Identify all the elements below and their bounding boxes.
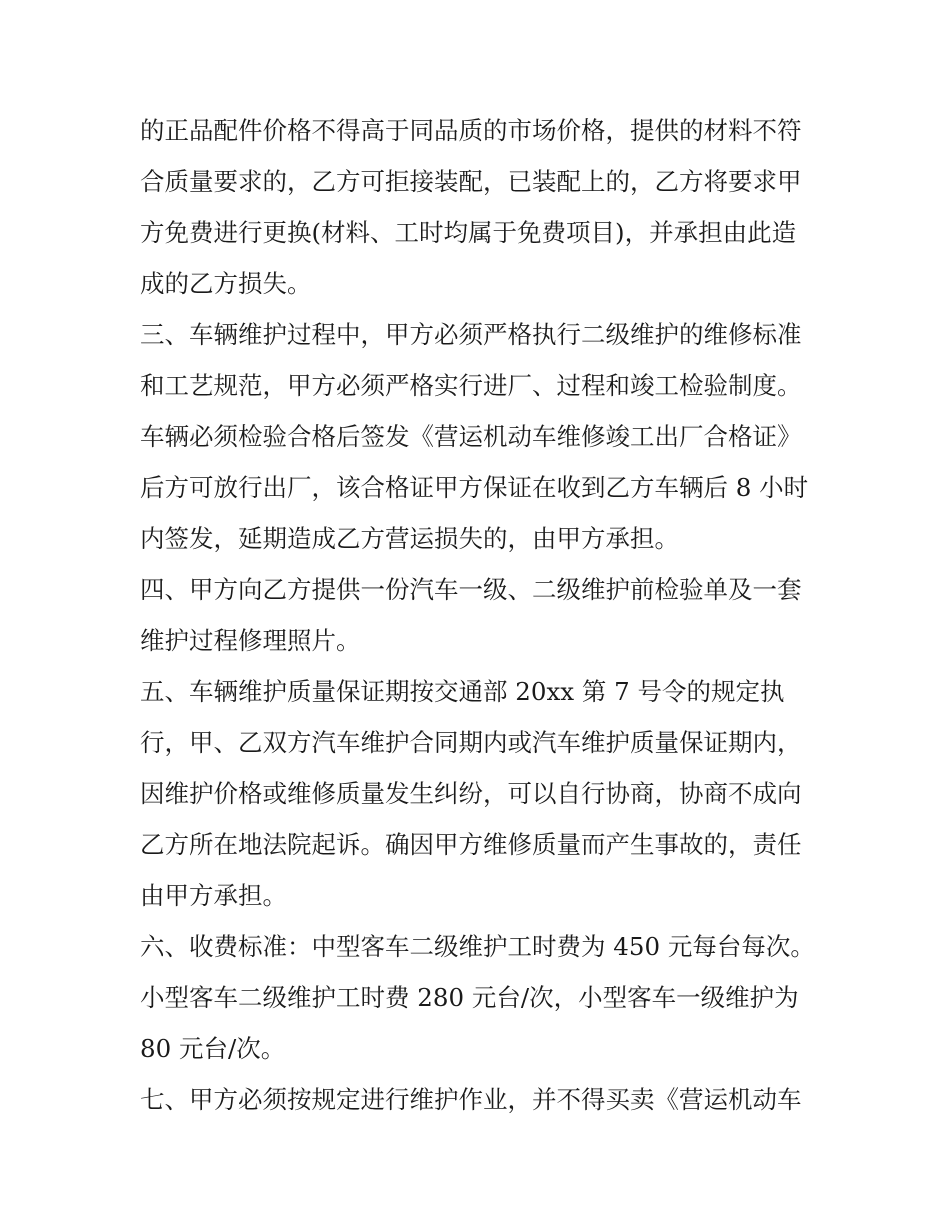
clause-4-line: 四、甲方向乙方提供一份汽车一级、二级维护前检验单及一套 [140, 575, 802, 604]
text-line: 内签发，延期造成乙方营运损失的，由甲方承担。 [140, 524, 679, 553]
text-line: 行，甲、乙双方汽车维护合同期内或汽车维护质量保证期内， [140, 728, 802, 757]
text-line: 因维护价格或维修质量发生纠纷，可以自行协商，协商不成向 [140, 779, 802, 808]
clause-6-line: 六、收费标准：中型客车二级维护工时费为 450 元每台每次。 [140, 932, 815, 961]
text-line: 的正品配件价格不得高于同品质的市场价格，提供的材料不符 [140, 116, 802, 145]
text-line: 后方可放行出厂，该合格证甲方保证在收到乙方车辆后 8 小时 [140, 473, 809, 502]
text-line: 和工艺规范，甲方必须严格实行进厂、过程和竣工检验制度。 [140, 371, 802, 400]
text-line: 80 元台/次。 [140, 1034, 286, 1063]
text-line: 由甲方承担。 [140, 881, 287, 910]
text-line: 方免费进行更换(材料、工时均属于免费项目)，并承担由此造 [140, 218, 797, 247]
contract-text-body [140, 105, 820, 1125]
text-line: 乙方所在地法院起诉。确因甲方维修质量而产生事故的，责任 [140, 830, 802, 859]
clause-3-line: 三、车辆维护过程中，甲方必须严格执行二级维护的维修标准 [140, 320, 802, 349]
text-line: 小型客车二级维护工时费 280 元台/次，小型客车一级维护为 [140, 983, 799, 1012]
text-line: 维护过程修理照片。 [140, 626, 361, 655]
text-line: 成的乙方损失。 [140, 269, 312, 298]
text-line: 合质量要求的，乙方可拒接装配，已装配上的，乙方将要求甲 [140, 167, 802, 196]
clause-5-line: 五、车辆维护质量保证期按交通部 20xx 第 7 号令的规定执 [140, 677, 785, 706]
text-line: 车辆必须检验合格后签发《营运机动车维修竣工出厂合格证》 [140, 422, 802, 451]
clause-7-line: 七、甲方必须按规定进行维护作业，并不得买卖《营运机动车 [140, 1085, 802, 1114]
